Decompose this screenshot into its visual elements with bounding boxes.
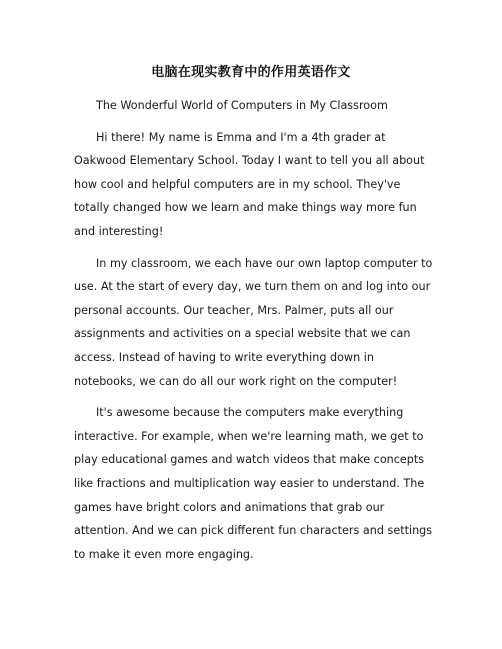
- document-body: [74, 94, 434, 574]
- paragraph-3: It's awesome because the computers make everything interactive. For example, when we're learning math, we get to play educational games and watch videos that make concepts like fractions and multiplication way easier to understand. The games have bright colors and animations that grab our attention. And we can pick different fun characters and settings to make it even more engaging.: [74, 406, 433, 561]
- document-title: 电脑在现实教育中的作用英语作文: [151, 65, 351, 80]
- document-subtitle: The Wonderful World of Computers in My Classroom: [96, 99, 388, 112]
- paragraph-2: In my classroom, we each have our own laptop computer to use. At the start of every day, we turn them on and log into our personal accounts. Our teacher, Mrs. Palmer, puts all our assignments and activities on a special website that we can access. Instead of having to write everything down in notebooks, we can do all our work right on the computer!: [74, 256, 433, 388]
- paragraph-1: Hi there! My name is Emma and I'm a 4th grader at Oakwood Elementary School. Today I want to tell you all about how cool and helpful computers are in my school. They've totally changed how we learn and make things way more fun and interesting!: [74, 130, 425, 238]
